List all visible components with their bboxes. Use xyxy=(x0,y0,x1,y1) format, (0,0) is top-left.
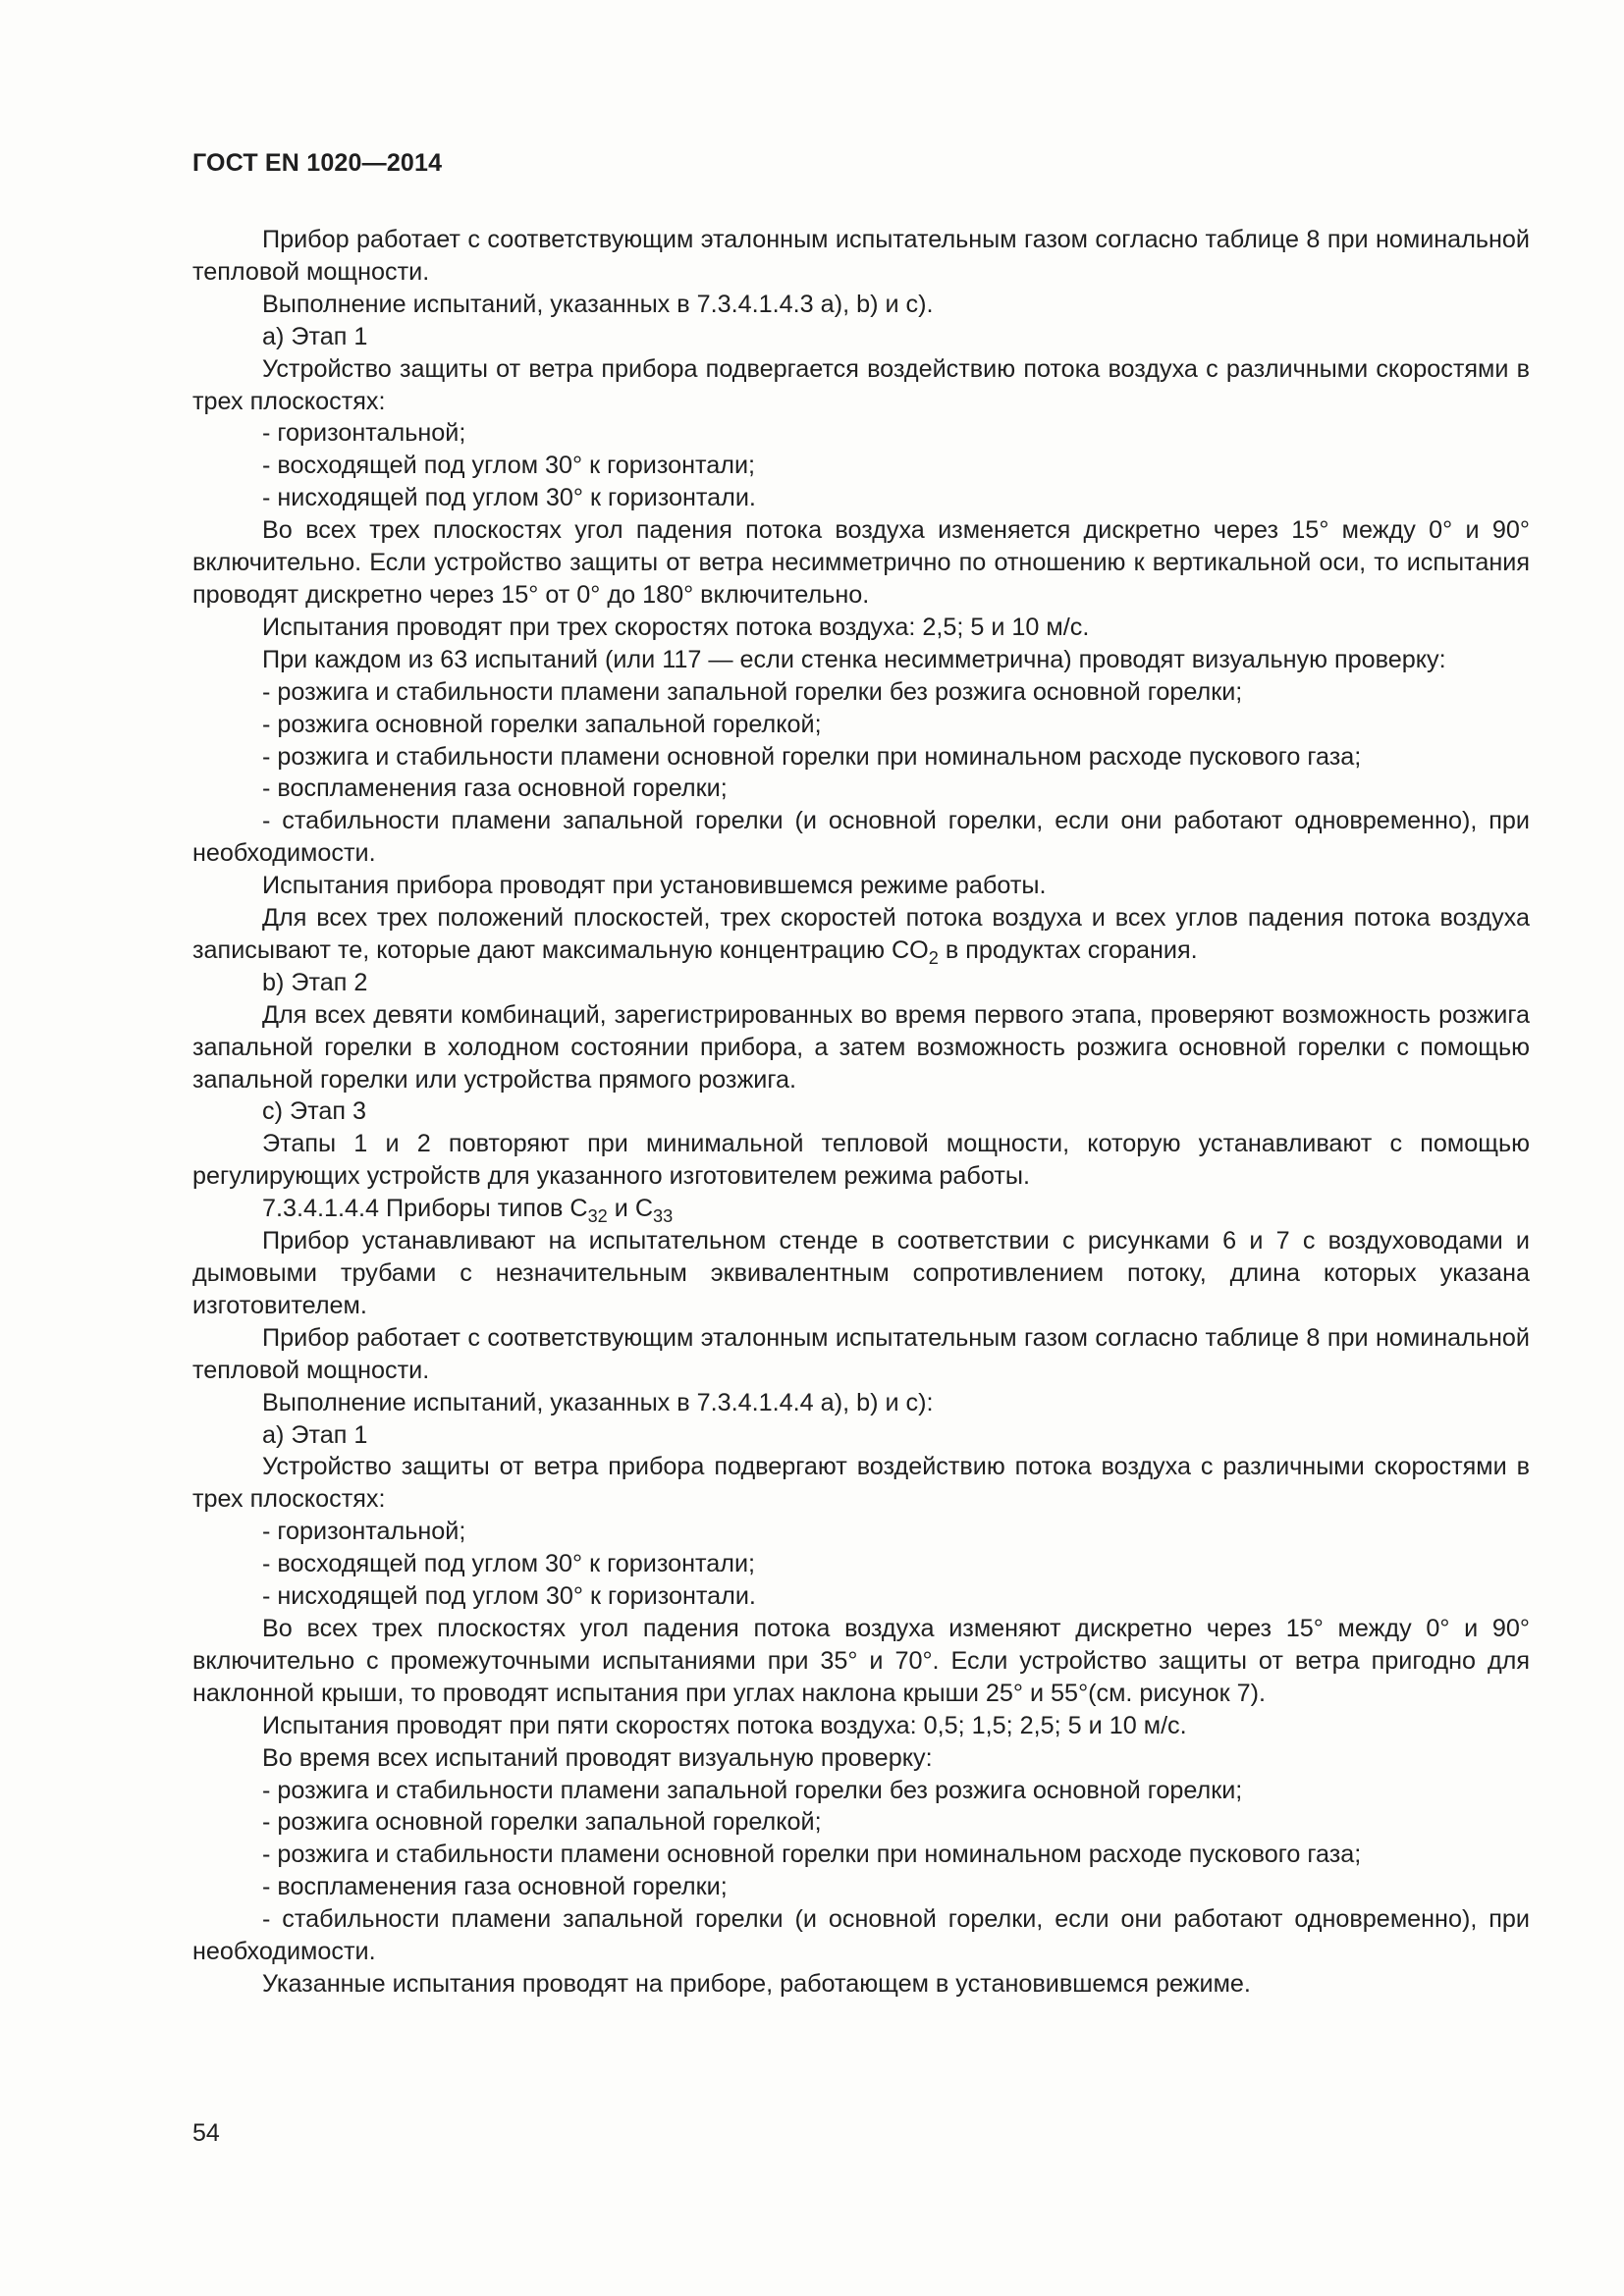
paragraph: Для всех девяти комбинаций, зарегистрированных во время первого этапа, проверяют возможность розжига запальной горелки в холодном состоянии прибора, а затем возможность розжига основной горелки с помощью запальной горелки или устройства прямого розжига. xyxy=(192,1000,1530,1094)
paragraph: Прибор работает с соответствующим эталонным испытательным газом согласно таблице 8 при номинальной тепловой мощности. xyxy=(192,1323,1530,1384)
stage-heading: а) Этап 1 xyxy=(262,1420,368,1449)
section-heading-text: 7.3.4.1.4.4 Приборы типов C xyxy=(262,1195,588,1223)
paragraph: Испытания проводят при пяти скоростях потока воздуха: 0,5; 1,5; 2,5; 5 и 10 м/с. xyxy=(262,1711,1187,1739)
paragraph: Испытания прибора проводят при установившемся режиме работы. xyxy=(262,872,1047,900)
paragraph: Прибор работает с соответствующим эталонным испытательным газом согласно таблице 8 при номинальной тепловой мощности. xyxy=(192,226,1530,286)
list-item: - восходящей под углом 30° к горизонтали; xyxy=(262,1550,756,1578)
list-item: - стабильности пламени запальной горелки (и основной горелки, если они работают одновременно), при необходимости. xyxy=(192,1905,1530,1966)
list-item: - восходящей под углом 30° к горизонтали; xyxy=(262,452,756,480)
list-item: - розжига и стабильности пламени запальной горелки без розжига основной горелки; xyxy=(262,677,1243,706)
section-heading-and: и C xyxy=(607,1195,654,1223)
document-body xyxy=(192,224,1530,2001)
stage-heading: b) Этап 2 xyxy=(262,968,368,996)
list-item: - стабильности пламени запальной горелки (и основной горелки, если они работают одновременно), при необходимости. xyxy=(192,807,1530,868)
list-item: - нисходящей под углом 30° к горизонтали. xyxy=(262,1582,756,1611)
list-item: - розжига и стабильности пламени основной горелки при номинальном расходе пускового газа; xyxy=(262,1841,1362,1869)
list-item: - розжига и стабильности пламени основной горелки при номинальном расходе пускового газа; xyxy=(262,742,1362,771)
co2-subscript: 2 xyxy=(928,947,939,968)
list-item: - розжига основной горелки запальной горелкой; xyxy=(262,710,822,738)
paragraph: Испытания проводят при трех скоростях потока воздуха: 2,5; 5 и 10 м/с. xyxy=(262,613,1090,641)
document-header: ГОСТ EN 1020—2014 xyxy=(192,149,443,177)
stage-heading: с) Этап 3 xyxy=(262,1097,366,1126)
paragraph: При каждом из 63 испытаний (или 117 — если стенка несимметрична) проводят визуальную проверку: xyxy=(262,645,1446,673)
paragraph: Этапы 1 и 2 повторяют при минимальной тепловой мощности, которую устанавливают с помощью регулирующих устройств для указанного изготовителем режима работы. xyxy=(192,1130,1530,1191)
paragraph: Во всех трех плоскостях угол падения потока воздуха изменяют дискретно через 15° между 0° и 90° включительно с промежуточными испытаниями при 35° и 70°. Если устройство защиты от ветра пригодно для наклонной крыши, то проводят испытания при углах наклона крыши 25° и 55°(см. рисунок 7). xyxy=(192,1614,1530,1707)
c32-subscript: 32 xyxy=(587,1205,608,1226)
paragraph-co2-tail: в продуктах сгорания. xyxy=(938,935,1198,964)
list-item: - розжига основной горелки запальной горелкой; xyxy=(262,1808,822,1837)
list-item: - горизонтальной; xyxy=(262,1518,466,1546)
paragraph: Устройство защиты от ветра прибора подвергается воздействию потока воздуха с различными скоростями в трех плоскостях: xyxy=(192,354,1530,415)
paragraph: Во время всех испытаний проводят визуальную проверку: xyxy=(262,1743,933,1772)
paragraph-co2-text: Для всех трех положений плоскостей, трех скоростей потока воздуха и всех углов падения потока воздуха записывают те, которые дают максимальную концентрацию CO xyxy=(192,904,1530,964)
page-number: 54 xyxy=(192,2119,220,2147)
paragraph: Во всех трех плоскостях угол падения потока воздуха изменяется дискретно через 15° между 0° и 90° включительно. Если устройство защиты от ветра несимметрично по отношению к вертикальной оси, то испытания проводят дискретно через 15° от 0° до 180° включительно. xyxy=(192,516,1530,609)
list-item: - розжига и стабильности пламени запальной горелки без розжига основной горелки; xyxy=(262,1776,1243,1804)
section-heading xyxy=(192,1193,1530,1225)
c33-subscript: 33 xyxy=(653,1205,674,1226)
paragraph: Выполнение испытаний, указанных в 7.3.4.1.4.4 а), b) и с): xyxy=(262,1388,934,1416)
stage-heading: а) Этап 1 xyxy=(262,322,368,350)
list-item: - горизонтальной; xyxy=(262,419,466,448)
list-item: - нисходящей под углом 30° к горизонтали. xyxy=(262,484,756,512)
list-item: - воспламенения газа основной горелки; xyxy=(262,774,728,803)
paragraph: Прибор устанавливают на испытательном стенде в соответствии с рисунками 6 и 7 с воздуховодами и дымовыми трубами с незначительным эквивалентным сопротивлением потоку, длина которых указана изготовителем. xyxy=(192,1227,1530,1319)
paragraph-co2 xyxy=(192,902,1530,967)
list-item: - воспламенения газа основной горелки; xyxy=(262,1873,728,1901)
paragraph: Устройство защиты от ветра прибора подвергают воздействию потока воздуха с различными скоростями в трех плоскостях: xyxy=(192,1453,1530,1514)
paragraph: Указанные испытания проводят на приборе, работающем в установившемся режиме. xyxy=(262,1969,1251,1998)
paragraph: Выполнение испытаний, указанных в 7.3.4.1.4.3 а), b) и с). xyxy=(262,290,934,318)
